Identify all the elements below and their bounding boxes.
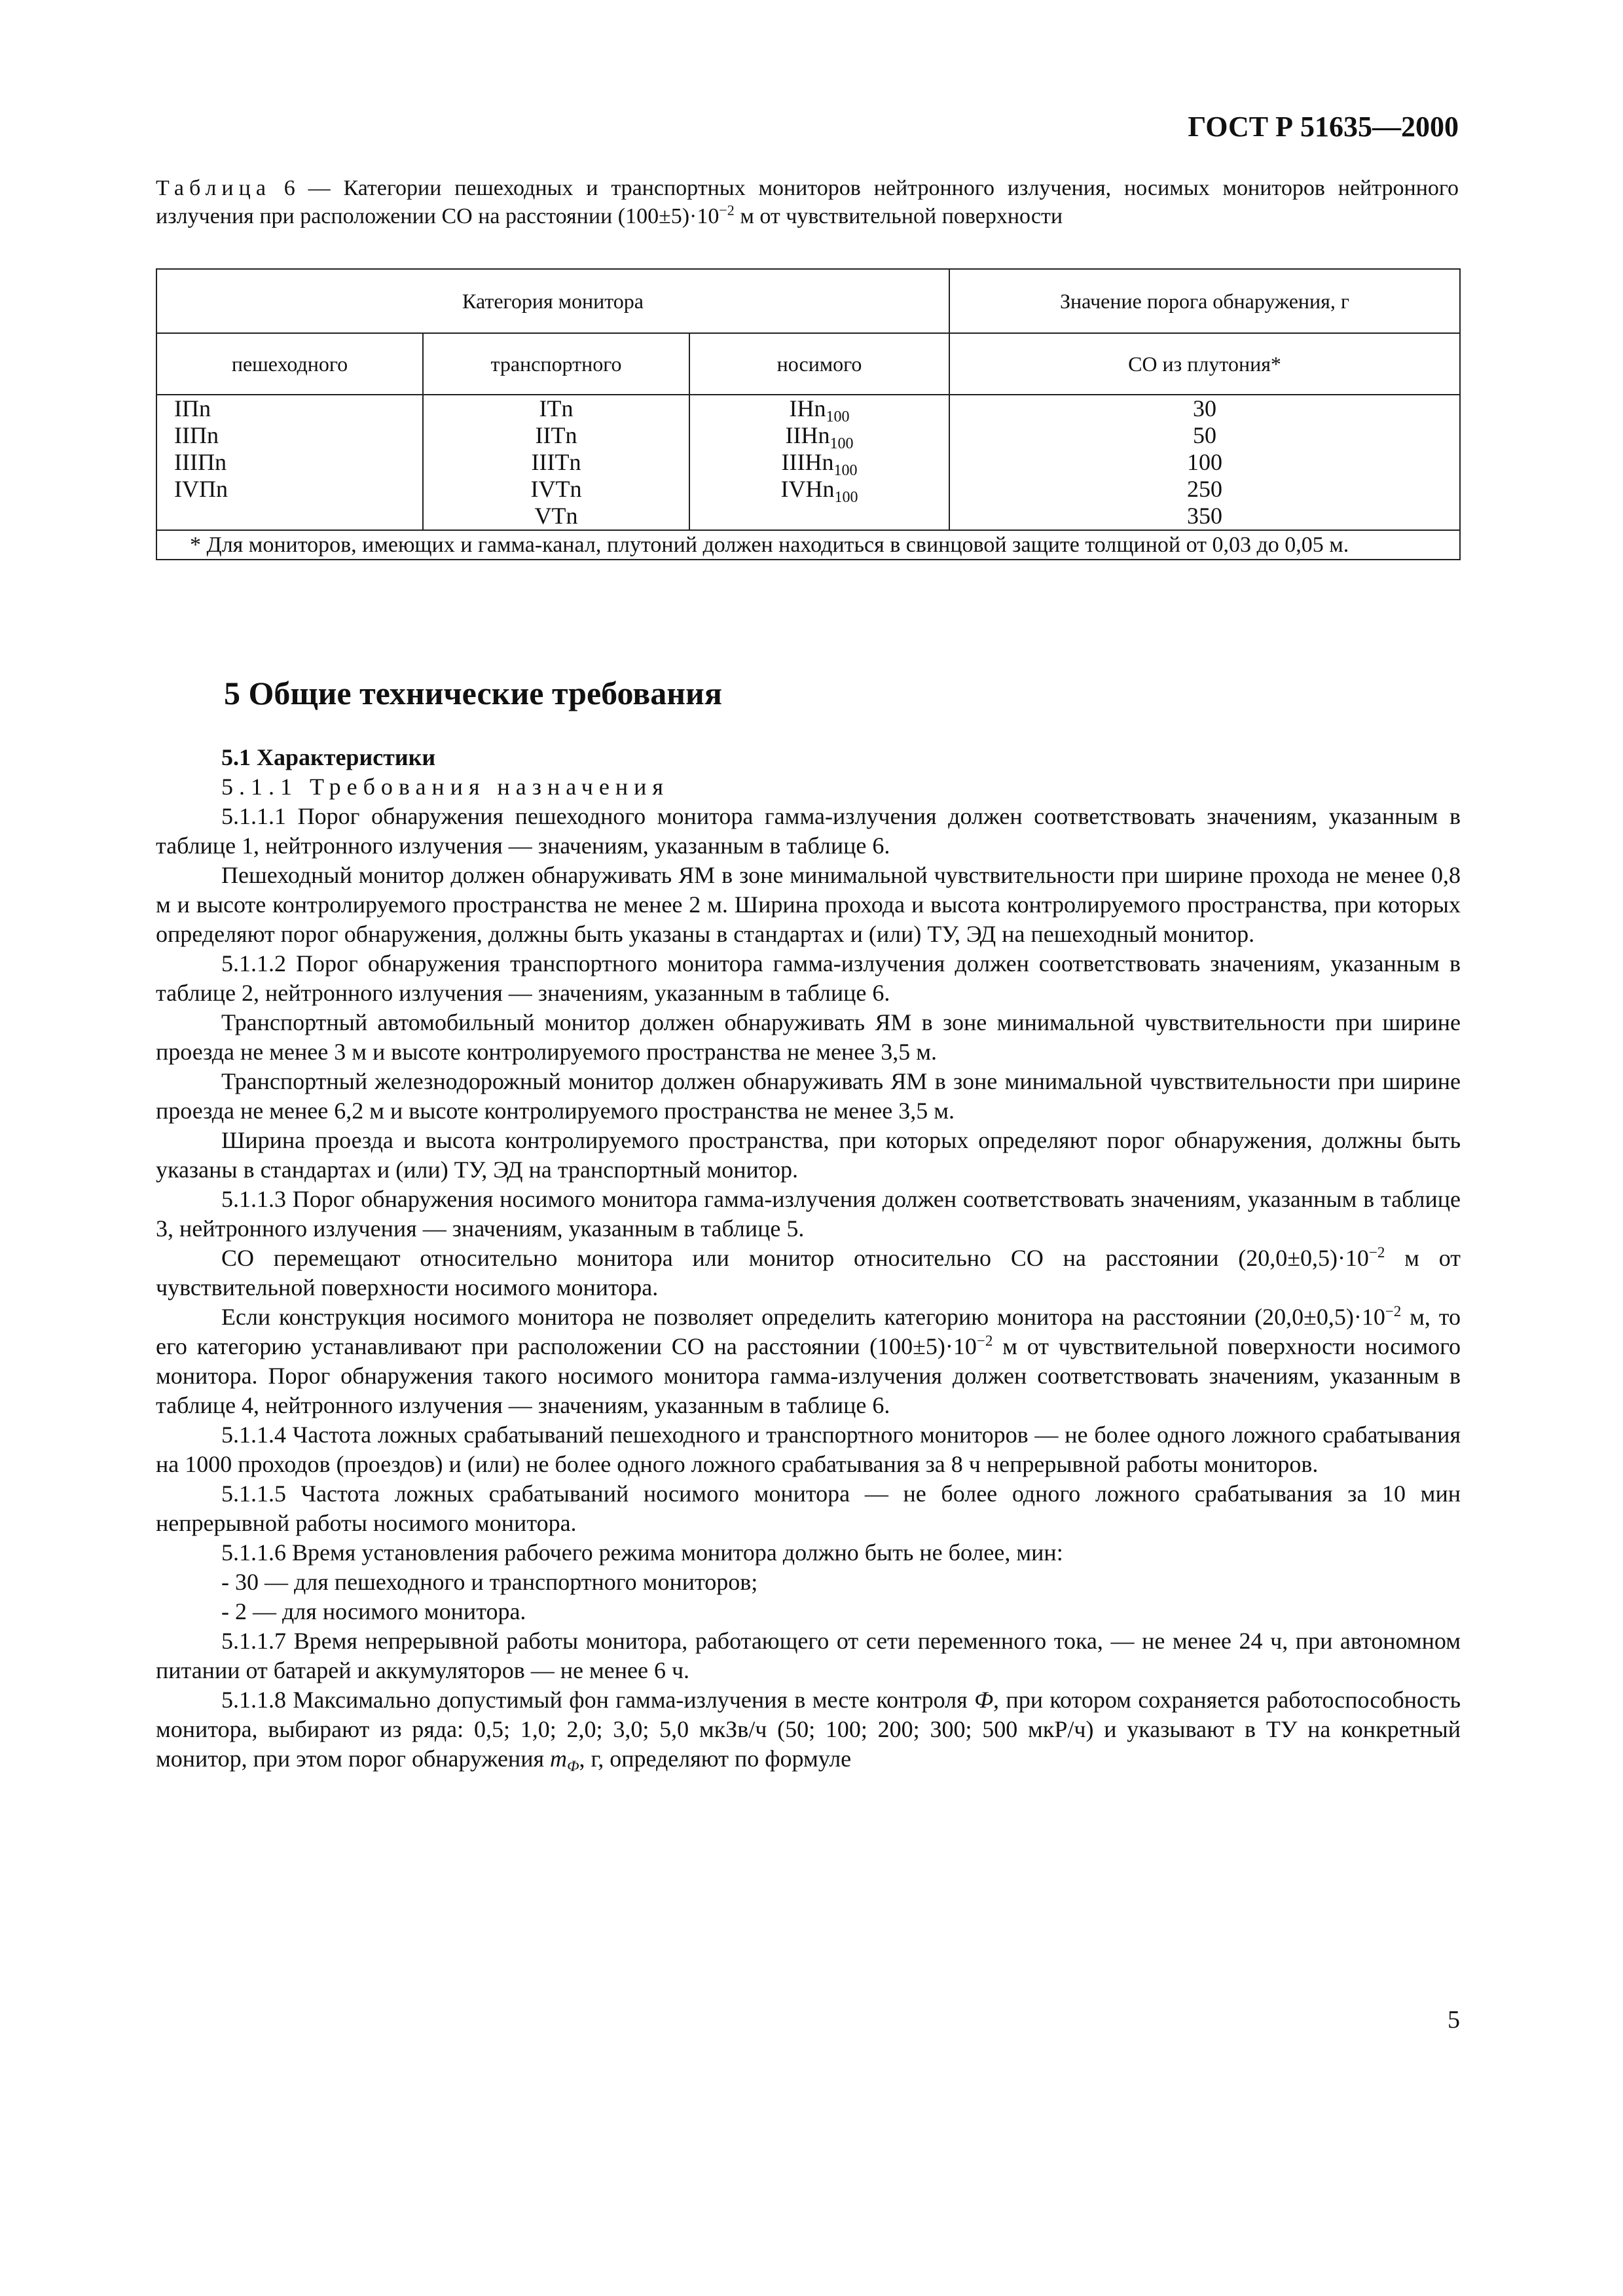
list-item: - 2 — для носимого монитора. bbox=[221, 1598, 526, 1624]
section-body bbox=[156, 743, 1461, 1776]
table-caption bbox=[156, 174, 1459, 230]
wearable-cat: IVHn$_{100}$ bbox=[780, 476, 858, 506]
col-transport: транспортного bbox=[423, 333, 689, 395]
paragraph: 5.1.1.8 Максимально допустимый фон гамма-излучения в месте контроля Ф, при котором сохраняется работоспособность монитора, выбирают из ряда: 0,5; 1,0; 2,0; 3,0; 5,0 мкЗв/ч (50; 100; 200; 300; 500 мкР/ч) и указывают в ТУ на конкретный монитор, при этом порог обнаружения mФ, г, определяют по формуле bbox=[156, 1687, 1461, 1774]
paragraph: 5.1.1.4 Частота ложных срабатываний пешеходного и транспортного мониторов — не более одного ложного срабатывания на 1000 проходов (проездов) и (или) не более одного ложного срабатывания за 8 ч непрерывной работы мониторов. bbox=[156, 1422, 1461, 1477]
paragraph: Пешеходный монитор должен обнаруживать ЯМ в зоне минимальной чувствительности при ширине прохода не менее 0,8 м и высоте контролируемого пространства не менее 2 м. Ширина прохода и высота контролируемого пространства, при которых определяют порог обнаружения, должны быть указаны в стандартах и (или) ТУ, ЭД на пешеходный монитор. bbox=[156, 862, 1461, 947]
cell-wearable bbox=[689, 395, 949, 530]
subsubsection-title: 5.1.1 Требования назначения bbox=[221, 774, 669, 800]
threshold-value: 250 bbox=[1187, 476, 1222, 502]
col-wearable: носимого bbox=[689, 333, 949, 395]
threshold-value: 30 bbox=[1193, 395, 1216, 422]
document-code: ГОСТ Р 51635—2000 bbox=[1188, 111, 1459, 143]
wearable-cat: IIHn$_{100}$ bbox=[785, 422, 854, 452]
table-subheader-row bbox=[156, 333, 1460, 395]
col-pedestrian: пешеходного bbox=[156, 333, 423, 395]
table-footnote: * Для мониторов, имеющих и гамма-канал, плутоний должен находиться в свинцовой защите толщиной от 0,03 до 0,05 м. bbox=[156, 530, 1460, 560]
transport-cat: IVTn bbox=[530, 476, 582, 502]
cell-transport bbox=[423, 395, 689, 530]
transport-cat: ITn bbox=[539, 395, 574, 422]
paragraph: Если конструкция носимого монитора не позволяет определить категорию монитора на расстоянии $(20,0\pm 0,5)\cdot 10^{-2}$ м, то его категорию устанавливают при расположении СО на расстоянии $(100\pm 5)\cdot 10^{-2}$ м от чувствительной поверхности носимого монитора. Порог обнаружения такого носимого монитора гамма-излучения должен соответствовать значениям, указанным в таблице 4, нейтронного излучения — значениям, указанным в таблице 6. bbox=[156, 1303, 1461, 1418]
cell-values bbox=[949, 395, 1460, 530]
pedestrian-cat: IVПn bbox=[174, 476, 228, 502]
header-category: Категория монитора bbox=[156, 269, 949, 333]
paragraph: 5.1.1.2 Порог обнаружения транспортного монитора гамма-излучения должен соответствовать значениям, указанным в таблице 2, нейтронного излучения — значениям, указанным в таблице 6. bbox=[156, 950, 1461, 1006]
table-header-row bbox=[156, 269, 1460, 333]
table-footnote-row bbox=[156, 530, 1460, 560]
table-body-row bbox=[156, 395, 1460, 530]
header-threshold: Значение порога обнаружения, г bbox=[949, 269, 1460, 333]
paragraph: Транспортный железнодорожный монитор должен обнаруживать ЯМ в зоне минимальной чувствительности при ширине проезда не менее 6,2 м и высоте контролируемого пространства не менее 3,5 м. bbox=[156, 1068, 1461, 1124]
paragraph: СО перемещают относительно монитора или монитор относительно СО на расстоянии $(20,0\pm 0,5)\cdot 10^{-2}$ м от чувствительной поверхности носимого монитора. bbox=[156, 1244, 1461, 1300]
threshold-value: 350 bbox=[1187, 503, 1222, 529]
paragraph: Ширина проезда и высота контролируемого пространства, при которых определяют порог обнаружения, должны быть указаны в стандартах и (или) ТУ, ЭД на транспортный монитор. bbox=[156, 1127, 1461, 1183]
pedestrian-cat: IПn bbox=[174, 395, 211, 422]
page-number: 5 bbox=[1448, 2006, 1460, 2034]
caption-label: Таблица bbox=[156, 176, 271, 200]
wearable-cat: IIIHn$_{100}$ bbox=[781, 449, 858, 479]
paragraph: 5.1.1.5 Частота ложных срабатываний носимого монитора — не более одного ложного срабатывания за 10 мин непрерывной работы носимого монитора. bbox=[156, 1480, 1461, 1536]
paragraph: 5.1.1.3 Порог обнаружения носимого монитора гамма-излучения должен соответствовать значениям, указанным в таблице 3, нейтронного излучения — значениям, указанным в таблице 5. bbox=[156, 1186, 1461, 1242]
pedestrian-cat: IIIПn bbox=[174, 449, 227, 475]
paragraph: 5.1.1.7 Время непрерывной работы монитора, работающего от сети переменного тока, — не менее 24 ч, при автономном питании от батарей и аккумуляторов — не менее 6 ч. bbox=[156, 1628, 1461, 1683]
pedestrian-cat: IIПn bbox=[174, 422, 219, 448]
caption-exponent: −2 bbox=[719, 202, 735, 219]
transport-cat: IIITn bbox=[531, 449, 581, 475]
transport-cat: VTn bbox=[534, 503, 578, 529]
threshold-value: 50 bbox=[1193, 422, 1216, 448]
section-title: 5 Общие технические требования bbox=[224, 675, 722, 711]
caption-text: 6 — Категории пешеходных и транспортных мониторов нейтронного излучения, носимых мониторов нейтронного излучения при расположении СО на расстоянии (100±5)·10 bbox=[156, 176, 1459, 228]
list-item: - 30 — для пешеходного и транспортного мониторов; bbox=[221, 1569, 758, 1595]
col-plutonium: СО из плутония* bbox=[949, 333, 1460, 395]
cell-pedestrian bbox=[156, 395, 423, 530]
caption-tail: м от чувствительной поверхности bbox=[734, 204, 1063, 228]
paragraph: 5.1.1.6 Время установления рабочего режима монитора должно быть не более, мин: bbox=[221, 1539, 1063, 1566]
paragraph: 5.1.1.1 Порог обнаружения пешеходного монитора гамма-излучения должен соответствовать значениям, указанным в таблице 1, нейтронного излучения — значениям, указанным в таблице 6. bbox=[156, 803, 1461, 859]
threshold-value: 100 bbox=[1187, 449, 1222, 475]
transport-cat: IITn bbox=[535, 422, 577, 448]
subsection-title: 5.1 Характеристики bbox=[221, 744, 436, 770]
wearable-cat: IHn$_{100}$ bbox=[789, 395, 850, 425]
paragraph: Транспортный автомобильный монитор должен обнаруживать ЯМ в зоне минимальной чувствительности при ширине проезда не менее 3 м и высоте контролируемого пространства не менее 3,5 м. bbox=[156, 1009, 1461, 1065]
table-6 bbox=[156, 268, 1461, 560]
